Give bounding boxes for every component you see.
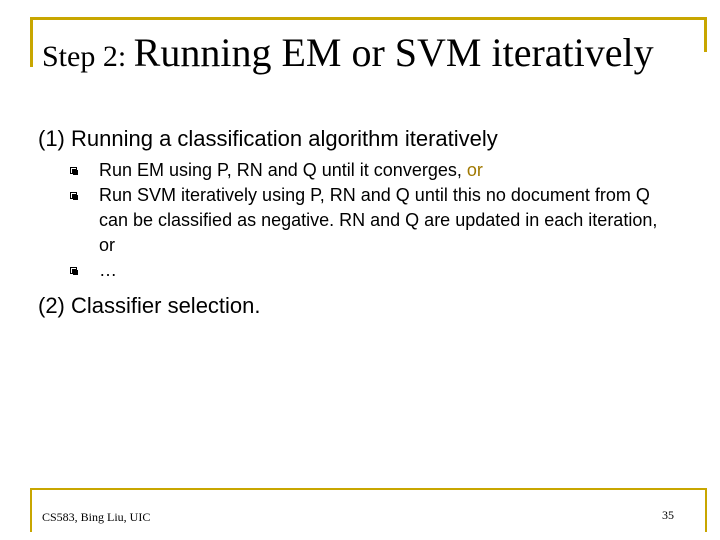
- frame-bottom-line: [30, 488, 707, 490]
- sub-item-1: [38, 158, 678, 183]
- frame-top-line: [30, 17, 707, 20]
- sub-item-1-highlight: or: [466, 160, 483, 180]
- footer-course-info: CS583, Bing Liu, UIC: [42, 510, 151, 524]
- frame-right-line: [704, 17, 707, 52]
- slide-body: [38, 124, 678, 321]
- frame-bottom-right-line: [705, 488, 707, 532]
- frame-left-line: [30, 17, 33, 67]
- sub-item-3-text: …: [99, 260, 117, 280]
- point-2: (2) Classifier selection.: [38, 293, 261, 318]
- sub-item-2-text: Run SVM iteratively using P, RN and Q until this no document from Q can be classified as negative. RN and Q are updated in each iteration, or: [99, 185, 658, 255]
- point-1: (1) Running a classification algorithm iteratively: [38, 126, 498, 151]
- title-main: Running EM or SVM iteratively: [133, 30, 654, 75]
- sub-item-2: [38, 183, 678, 258]
- point-1-sublist: [38, 158, 678, 283]
- square-bullet-icon: [70, 192, 77, 199]
- square-bullet-icon: [70, 267, 77, 274]
- sub-item-1-text: Run EM using P, RN and Q until it converges,: [99, 160, 467, 180]
- title-prefix: Step 2:: [42, 40, 134, 73]
- sub-item-3: [38, 258, 678, 283]
- page-number: 35: [662, 508, 674, 522]
- slide-title: [42, 30, 692, 80]
- square-bullet-icon: [70, 167, 77, 174]
- frame-bottom-left-line: [30, 488, 32, 532]
